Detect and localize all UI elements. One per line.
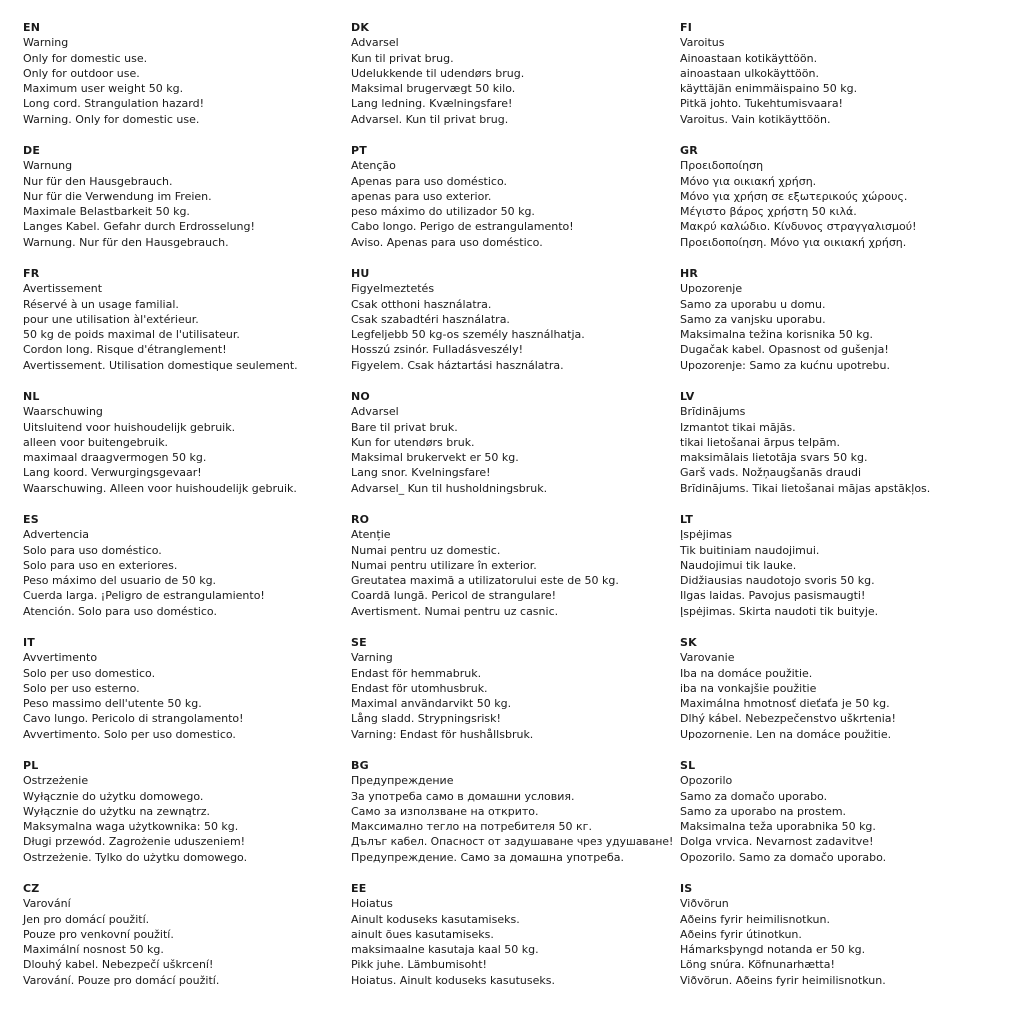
warning-line: Numai pentru utilizare în exterior.: [351, 558, 537, 572]
language-block-lt: [680, 512, 1000, 635]
warning-line: Pouze pro venkovní použití.: [23, 927, 174, 941]
warning-line: Maximale Belastbarkeit 50 kg.: [23, 205, 190, 219]
language-code: GR: [680, 144, 698, 157]
warning-line: Numai pentru uz domestic.: [351, 543, 501, 557]
warning-line: Dlouhý kabel. Nebezpečí uškrcení!: [23, 958, 214, 972]
language-code: NO: [351, 390, 370, 403]
warning-line: Legfeljebb 50 kg-os személy használhatja.: [351, 328, 585, 342]
warning-line: Lang ledning. Kvælningsfare!: [351, 97, 513, 111]
warning-line: Solo para uso doméstico.: [23, 543, 162, 557]
warning-heading: Avvertimento: [23, 651, 98, 665]
warning-line: Ainoastaan kotikäyttöön.: [680, 51, 818, 65]
language-block-bg: [351, 758, 674, 881]
warning-line: Advarsel. Kun til privat brug.: [351, 112, 509, 126]
warning-line: Dlhý kábel. Nebezpečenstvo uškrtenia!: [680, 712, 896, 726]
warning-line: Дълъг кабел. Опасност от задушаване чрез удушаване!: [351, 835, 674, 849]
warning-line: Maksimalna težina korisnika 50 kg.: [680, 328, 874, 342]
warning-line: Udelukkende til udendørs brug.: [351, 66, 525, 80]
warning-line: Maksimal brugervægt 50 kilo.: [351, 82, 516, 96]
warning-line: Μόνο για οικιακή χρήση.: [680, 174, 817, 188]
warning-line: Cordon long. Risque d'étranglement!: [23, 343, 227, 357]
language-code: BG: [351, 759, 369, 772]
language-code: FR: [23, 267, 40, 280]
warning-line: Avvertimento. Solo per uso domestico.: [23, 727, 236, 741]
warning-line: Iba na domáce použitie.: [680, 666, 813, 680]
warning-heading: Varoitus: [680, 36, 725, 50]
warning-line: maksimaalne kasutaja kaal 50 kg.: [351, 943, 539, 957]
language-block-ro: [351, 512, 671, 635]
warning-line: Avertisment. Numai pentru uz casnic.: [351, 604, 559, 618]
warning-heading: Viðvörun: [680, 897, 729, 911]
language-block-fr: [23, 266, 343, 389]
language-code: HU: [351, 267, 370, 280]
warning-line: Hámarksþyngd notanda er 50 kg.: [680, 943, 866, 957]
warning-heading: Opozorilo: [680, 774, 733, 788]
warning-line: Langes Kabel. Gefahr durch Erdrosselung!: [23, 220, 255, 234]
language-block-hu: [351, 266, 671, 389]
warning-line: Nur für die Verwendung im Freien.: [23, 189, 212, 203]
warning-line: peso máximo do utilizador 50 kg.: [351, 205, 535, 219]
warning-line: Solo para uso en exteriores.: [23, 558, 178, 572]
warning-line: Only for outdoor use.: [23, 66, 140, 80]
warning-line: Izmantot tikai mājās.: [680, 420, 796, 434]
language-block-lv: [680, 389, 1000, 512]
warning-line: Uitsluitend voor huishoudelijk gebruik.: [23, 420, 236, 434]
warning-line: Įspėjimas. Skirta naudoti tik buityje.: [680, 604, 879, 618]
language-code: SL: [680, 759, 696, 772]
warning-line: Hosszú zsinór. Fulladásveszély!: [351, 343, 524, 357]
language-code: LT: [680, 513, 694, 526]
language-code: NL: [23, 390, 40, 403]
warning-line: Only for domestic use.: [23, 51, 148, 65]
warning-line: Nur für den Hausgebrauch.: [23, 174, 173, 188]
warning-line: Varning: Endast för hushållsbruk.: [351, 727, 534, 741]
warning-line: За употреба само в домашни условия.: [351, 789, 575, 803]
language-block-gr: [680, 143, 1000, 266]
warning-line: Aviso. Apenas para uso doméstico.: [351, 235, 543, 249]
warning-line: Само за използване на открито.: [351, 804, 539, 818]
warning-line: Aðeins fyrir heimilisnotkun.: [680, 912, 830, 926]
language-code: CZ: [23, 882, 40, 895]
language-block-ee: [351, 881, 671, 1004]
warning-line: Endast för hemmabruk.: [351, 666, 482, 680]
warning-heading: Предупреждение: [351, 774, 454, 788]
warning-line: tikai lietošanai ārpus telpām.: [680, 435, 841, 449]
language-block-dk: [351, 20, 671, 143]
warning-line: Maksymalna waga użytkownika: 50 kg.: [23, 820, 239, 834]
warning-line: Μέγιστο βάρος χρήστη 50 κιλά.: [680, 205, 857, 219]
warning-line: Długi przewód. Zagrożenie uduszeniem!: [23, 835, 246, 849]
warning-line: Upozorenje: Samo za kućnu upotrebu.: [680, 358, 890, 372]
warning-line: käyttäjän enimmäispaino 50 kg.: [680, 82, 858, 96]
language-code: FI: [680, 21, 693, 34]
warning-line: iba na vonkajšie použitie: [680, 681, 817, 695]
warning-heading: Atenție: [351, 528, 391, 542]
warning-line: Maximální nosnost 50 kg.: [23, 943, 164, 957]
language-code: LV: [680, 390, 695, 403]
warning-line: Samo za uporabu u domu.: [680, 297, 826, 311]
warning-heading: Avertissement: [23, 282, 103, 296]
warning-line: Προειδοποίηση. Μόνο για οικιακή χρήση.: [680, 235, 907, 249]
warning-line: ainult õues kasutamiseks.: [351, 927, 494, 941]
warning-line: Varování. Pouze pro domácí použití.: [23, 973, 220, 987]
warning-heading: Atenção: [351, 159, 396, 173]
language-code: ES: [23, 513, 39, 526]
language-code: SK: [680, 636, 697, 649]
column-1: [23, 20, 343, 1004]
warning-line: Opozorilo. Samo za domačo uporabo.: [680, 850, 887, 864]
warning-line: Μακρύ καλώδιο. Κίνδυνος στραγγαλισμού!: [680, 220, 917, 234]
warning-line: Dolga vrvica. Nevarnost zadavitve!: [680, 835, 874, 849]
warning-line: Avertissement. Utilisation domestique seulement.: [23, 358, 298, 372]
warning-line: Réservé à un usage familial.: [23, 297, 179, 311]
warning-line: Solo per uso esterno.: [23, 681, 140, 695]
warning-heading: Įspėjimas: [680, 528, 733, 542]
language-block-no: [351, 389, 671, 512]
warning-heading: Advarsel: [351, 405, 399, 419]
warning-line: Bare til privat bruk.: [351, 420, 458, 434]
warning-line: Peso máximo del usuario de 50 kg.: [23, 574, 217, 588]
warning-line: Samo za vanjsku uporabu.: [680, 312, 826, 326]
language-block-en: [23, 20, 343, 143]
warning-heading: Ostrzeżenie: [23, 774, 89, 788]
warning-line: Löng snúra. Köfnunarhætta!: [680, 958, 835, 972]
warning-line: Kun for utendørs bruk.: [351, 435, 475, 449]
warning-line: Solo per uso domestico.: [23, 666, 156, 680]
warning-line: Warning. Only for domestic use.: [23, 112, 200, 126]
warning-heading: Hoiatus: [351, 897, 393, 911]
warning-heading: Varning: [351, 651, 393, 665]
warning-line: Wyłącznie do użytku domowego.: [23, 789, 204, 803]
warning-line: pour une utilisation àl'extérieur.: [23, 312, 199, 326]
language-code: EE: [351, 882, 367, 895]
warning-line: Long cord. Strangulation hazard!: [23, 97, 204, 111]
warning-line: Maximal användarvikt 50 kg.: [351, 697, 512, 711]
warning-line: Pitkä johto. Tukehtumisvaara!: [680, 97, 843, 111]
warning-line: Maksimalna teža uporabnika 50 kg.: [680, 820, 876, 834]
warning-line: Aðeins fyrir útinotkun.: [680, 927, 802, 941]
language-block-pt: [351, 143, 671, 266]
language-block-pl: [23, 758, 343, 881]
language-code: SE: [351, 636, 367, 649]
warning-line: Hoiatus. Ainult koduseks kasutuseks.: [351, 973, 555, 987]
warning-line: Предупреждение. Само за домашна употреба.: [351, 850, 624, 864]
language-block-se: [351, 635, 671, 758]
language-code: DK: [351, 21, 370, 34]
warning-line: Waarschuwing. Alleen voor huishoudelijk gebruik.: [23, 481, 297, 495]
warning-line: Viðvörun. Aðeins fyrir heimilisnotkun.: [680, 973, 886, 987]
warning-line: Ostrzeżenie. Tylko do użytku domowego.: [23, 850, 248, 864]
warning-line: Lang koord. Verwurgingsgevaar!: [23, 466, 202, 480]
warning-line: apenas para uso exterior.: [351, 189, 492, 203]
language-block-nl: [23, 389, 343, 512]
warning-line: Maksimal brukervekt er 50 kg.: [351, 451, 519, 465]
warning-heading: Warnung: [23, 159, 73, 173]
warning-line: Samo za uporabo na prostem.: [680, 804, 847, 818]
warning-line: alleen voor buitengebruik.: [23, 435, 169, 449]
warning-line: ainoastaan ulkokäyttöön.: [680, 66, 819, 80]
language-block-fi: [680, 20, 1000, 143]
language-code: RO: [351, 513, 370, 526]
warning-heading: Waarschuwing: [23, 405, 103, 419]
warning-line: Atención. Solo para uso doméstico.: [23, 604, 217, 618]
warning-heading: Warning: [23, 36, 69, 50]
language-code: DE: [23, 144, 41, 157]
warning-line: Samo za domačo uporabo.: [680, 789, 828, 803]
warning-line: Advarsel_ Kun til husholdningsbruk.: [351, 481, 548, 495]
warning-heading: Advarsel: [351, 36, 399, 50]
warning-line: Brīdinājums. Tikai lietošanai mājas apstākļos.: [680, 481, 931, 495]
warning-line: Cabo longo. Perigo de estrangulamento!: [351, 220, 574, 234]
warning-line: Maximálna hmotnosť dieťaťa je 50 kg.: [680, 697, 890, 711]
warning-heading: Figyelmeztetés: [351, 282, 435, 296]
warning-line: Garš vads. Nožņaugšanās draudi: [680, 466, 862, 480]
language-code: IS: [680, 882, 693, 895]
warning-line: maximaal draagvermogen 50 kg.: [23, 451, 207, 465]
warning-line: Ainult koduseks kasutamiseks.: [351, 912, 520, 926]
warning-line: maksimālais lietotāja svars 50 kg.: [680, 451, 868, 465]
column-3: [680, 20, 1000, 1004]
warning-line: Varoitus. Vain kotikäyttöön.: [680, 112, 831, 126]
warning-line: Apenas para uso doméstico.: [351, 174, 508, 188]
warning-heading: Advertencia: [23, 528, 90, 542]
warning-line: Ilgas laidas. Pavojus pasismaugti!: [680, 589, 866, 603]
warning-line: Lang snor. Kvelningsfare!: [351, 466, 491, 480]
language-code: EN: [23, 21, 41, 34]
warning-line: Cuerda larga. ¡Peligro de estrangulamiento!: [23, 589, 265, 603]
language-block-cz: [23, 881, 343, 1004]
warning-line: Coardă lungă. Pericol de strangulare!: [351, 589, 557, 603]
warning-heading: Προειδοποίηση: [680, 159, 764, 173]
language-block-is: [680, 881, 1000, 1004]
language-code: HR: [680, 267, 699, 280]
warning-line: Tik buitiniam naudojimui.: [680, 543, 820, 557]
warning-line: Kun til privat brug.: [351, 51, 454, 65]
warning-line: Dugačak kabel. Opasnost od gušenja!: [680, 343, 889, 357]
warning-heading: Brīdinājums: [680, 405, 746, 419]
warning-line: Greutatea maximă a utilizatorului este de 50 kg.: [351, 574, 619, 588]
warning-line: Μόνο για χρήση σε εξωτερικούς χώρους.: [680, 189, 908, 203]
warning-heading: Varování: [23, 897, 71, 911]
warning-line: Figyelem. Csak háztartási használatra.: [351, 358, 564, 372]
warning-line: Csak szabadtéri használatra.: [351, 312, 510, 326]
warning-line: Upozornenie. Len na domáce použitie.: [680, 727, 892, 741]
warning-line: Maximum user weight 50 kg.: [23, 82, 184, 96]
language-block-de: [23, 143, 343, 266]
warning-line: Максимално тегло на потребителя 50 кг.: [351, 820, 592, 834]
language-block-hr: [680, 266, 1000, 389]
warning-line: Didžiausias naudotojo svoris 50 kg.: [680, 574, 875, 588]
column-2: [351, 20, 674, 1004]
language-code: IT: [23, 636, 35, 649]
warning-line: Endast för utomhusbruk.: [351, 681, 488, 695]
language-block-sk: [680, 635, 1000, 758]
language-block-it: [23, 635, 343, 758]
warning-line: Wyłącznie do użytku na zewnątrz.: [23, 804, 211, 818]
language-code: PT: [351, 144, 367, 157]
warning-line: Jen pro domácí použití.: [23, 912, 150, 926]
language-code: PL: [23, 759, 39, 772]
warning-line: Naudojimui tik lauke.: [680, 558, 797, 572]
warning-line: Peso massimo dell'utente 50 kg.: [23, 697, 202, 711]
warning-line: Lång sladd. Strypningsrisk!: [351, 712, 501, 726]
warning-line: Warnung. Nur für den Hausgebrauch.: [23, 235, 229, 249]
language-block-sl: [680, 758, 1000, 881]
warning-line: Cavo lungo. Pericolo di strangolamento!: [23, 712, 244, 726]
warning-heading: Upozorenje: [680, 282, 743, 296]
warning-heading: Varovanie: [680, 651, 735, 665]
warning-line: Csak otthoni használatra.: [351, 297, 492, 311]
warning-line: 50 kg de poids maximal de l'utilisateur.: [23, 328, 240, 342]
language-block-es: [23, 512, 343, 635]
warning-line: Pikk juhe. Lämbumisoht!: [351, 958, 487, 972]
